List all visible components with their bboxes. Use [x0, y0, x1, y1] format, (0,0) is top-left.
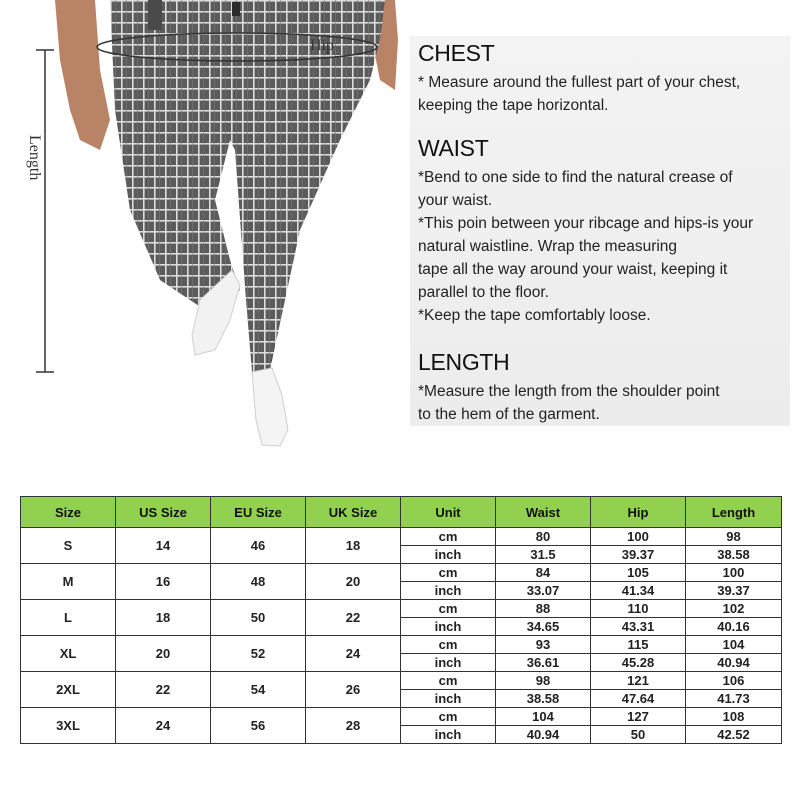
length-cell: 40.94: [686, 654, 782, 672]
waist-cell: 104: [496, 708, 591, 726]
uk-size-cell: 28: [306, 708, 401, 744]
unit-cell: inch: [401, 618, 496, 636]
left-hand: [55, 0, 110, 150]
us-size-cell: 16: [116, 564, 211, 600]
length-cell: 41.73: [686, 690, 782, 708]
unit-cell: inch: [401, 690, 496, 708]
length-cell: 42.52: [686, 726, 782, 744]
table-row: [21, 672, 782, 690]
uk-size-cell: 26: [306, 672, 401, 708]
length-cell: 98: [686, 528, 782, 546]
uk-size-cell: 20: [306, 564, 401, 600]
length-heading: LENGTH: [418, 349, 510, 375]
eu-size-cell: 46: [211, 528, 306, 564]
hip-cell: 39.37: [591, 546, 686, 564]
unit-cell: inch: [401, 546, 496, 564]
length-cell: 106: [686, 672, 782, 690]
pants-figure: [0, 0, 400, 470]
hip-cell: 105: [591, 564, 686, 582]
eu-size-cell: 56: [211, 708, 306, 744]
length-cell: 39.37: [686, 582, 782, 600]
header-hip: Hip: [591, 497, 686, 528]
hip-cell: 100: [591, 528, 686, 546]
waist-cell: 38.58: [496, 690, 591, 708]
eu-size-cell: 54: [211, 672, 306, 708]
hip-cell: 110: [591, 600, 686, 618]
hip-cell: 50: [591, 726, 686, 744]
waist-line: tape all the way around your waist, keeping it: [418, 261, 728, 278]
header-size: Size: [21, 497, 116, 528]
waist-cell: 93: [496, 636, 591, 654]
size-cell: 2XL: [21, 672, 116, 708]
hip-cell: 121: [591, 672, 686, 690]
waist-section: [418, 135, 790, 327]
hip-cell: 45.28: [591, 654, 686, 672]
uk-size-cell: 22: [306, 600, 401, 636]
unit-cell: cm: [401, 672, 496, 690]
length-cell: 102: [686, 600, 782, 618]
waist-line: parallel to the floor.: [418, 284, 549, 301]
waist-cell: 84: [496, 564, 591, 582]
waist-cell: 31.5: [496, 546, 591, 564]
us-size-cell: 14: [116, 528, 211, 564]
uk-size-cell: 24: [306, 636, 401, 672]
waist-heading: WAIST: [418, 135, 489, 161]
hip-cell: 115: [591, 636, 686, 654]
waist-cell: 36.61: [496, 654, 591, 672]
hip-cell: 43.31: [591, 618, 686, 636]
waist-cell: 88: [496, 600, 591, 618]
table-header-row: [21, 497, 782, 528]
right-shoe: [252, 368, 288, 446]
size-cell: XL: [21, 636, 116, 672]
table-row: [21, 636, 782, 654]
header-unit: Unit: [401, 497, 496, 528]
hip-cell: 47.64: [591, 690, 686, 708]
length-cell: 100: [686, 564, 782, 582]
us-size-cell: 18: [116, 600, 211, 636]
hip-cell: 127: [591, 708, 686, 726]
chest-line: * Measure around the fullest part of your chest,: [418, 74, 741, 91]
waist-cell: 33.07: [496, 582, 591, 600]
unit-cell: inch: [401, 582, 496, 600]
header-us-size: US Size: [116, 497, 211, 528]
eu-size-cell: 48: [211, 564, 306, 600]
size-cell: S: [21, 528, 116, 564]
waist-line: *Bend to one side to find the natural crease of: [418, 169, 733, 186]
table-row: [21, 528, 782, 546]
unit-cell: cm: [401, 636, 496, 654]
waist-line: *Keep the tape comfortably loose.: [418, 307, 651, 324]
header-length: Length: [686, 497, 782, 528]
pants-illustration: [0, 0, 400, 470]
eu-size-cell: 50: [211, 600, 306, 636]
hip-label: Hip: [310, 37, 334, 54]
length-cell: 108: [686, 708, 782, 726]
chest-line: keeping the tape horizontal.: [418, 97, 609, 114]
chest-heading: CHEST: [418, 40, 495, 66]
hip-cell: 41.34: [591, 582, 686, 600]
unit-cell: inch: [401, 654, 496, 672]
length-line: *Measure the length from the shoulder point: [418, 383, 720, 400]
size-cell: M: [21, 564, 116, 600]
table-row: [21, 600, 782, 618]
waist-cell: 80: [496, 528, 591, 546]
length-cell: 38.58: [686, 546, 782, 564]
waist-line: natural waistline. Wrap the measuring: [418, 238, 678, 255]
unit-cell: cm: [401, 528, 496, 546]
header-uk-size: UK Size: [306, 497, 401, 528]
length-line: to the hem of the garment.: [418, 406, 600, 423]
unit-cell: inch: [401, 726, 496, 744]
length-cell: 40.16: [686, 618, 782, 636]
waist-line: *This poin between your ribcage and hips-is your: [418, 215, 754, 232]
header-waist: Waist: [496, 497, 591, 528]
unit-cell: cm: [401, 564, 496, 582]
us-size-cell: 20: [116, 636, 211, 672]
waist-line: your waist.: [418, 192, 493, 209]
table-body: [21, 528, 782, 744]
chest-section: [418, 40, 790, 117]
waist-cell: 34.65: [496, 618, 591, 636]
header-eu-size: EU Size: [211, 497, 306, 528]
unit-cell: cm: [401, 600, 496, 618]
table-row: [21, 708, 782, 726]
us-size-cell: 24: [116, 708, 211, 744]
us-size-cell: 22: [116, 672, 211, 708]
length-section: [418, 349, 790, 426]
eu-size-cell: 52: [211, 636, 306, 672]
unit-cell: cm: [401, 708, 496, 726]
size-cell: 3XL: [21, 708, 116, 744]
length-cell: 104: [686, 636, 782, 654]
waist-cell: 40.94: [496, 726, 591, 744]
table-row: [21, 564, 782, 582]
waist-cell: 98: [496, 672, 591, 690]
size-cell: L: [21, 600, 116, 636]
uk-size-cell: 18: [306, 528, 401, 564]
size-table: [20, 496, 782, 744]
length-label: Length: [26, 135, 43, 181]
